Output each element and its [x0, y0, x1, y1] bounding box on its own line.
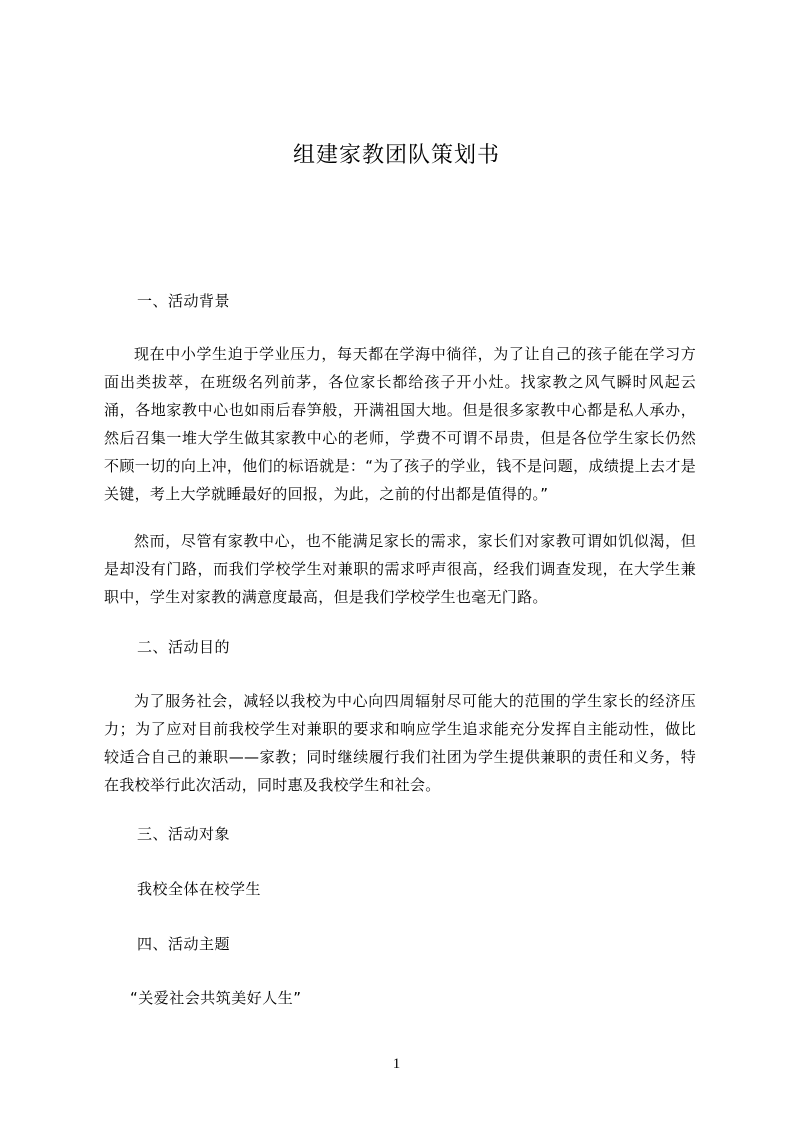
section-heading-background: 一、活动背景 [137, 292, 231, 310]
section-heading-theme: 四、活动主题 [137, 935, 231, 953]
target-text: 我校全体在校学生 [137, 880, 262, 898]
section-heading-purpose: 二、活动目的 [137, 638, 231, 656]
page-number: 1 [392, 1056, 401, 1072]
theme-text: “关爱社会共筑美好人生” [130, 989, 302, 1007]
background-paragraph-2: 然而，尽管有家教中心，也不能满足家长的需求，家长们对家教可谓如饥似渴，但是却没有门路，而我们学校学生对兼职的需求呼声很高，经我们调查发现，在大学生兼职中，学生对家教的满意度最高，但是我们学校学生也毫无门路。 [104, 532, 696, 606]
background-paragraph-1: 现在中小学生迫于学业压力，每天都在学海中徜徉，为了让自己的孩子能在学习方面出类拔萃，在班级名列前茅，各位家长都给孩子开小灶。找家教之风气瞬时风起云涌，各地家教中心也如雨后春笋般，开满祖国大地。但是很多家教中心都是私人承办，然后召集一堆大学生做其家教中心的老师，学费不可谓不昂贵，但是各位学生家长仍然不顾一切的向上冲，他们的标语就是：“为了孩子的学业，钱不是问题，成绩提上去才是关键，考上大学就睡最好的回报，为此，之前的付出都是值得的。” [104, 345, 696, 503]
document-title: 组建家教团队策划书 [292, 143, 500, 168]
purpose-paragraph: 为了服务社会，减轻以我校为中心向四周辐射尽可能大的范围的学生家长的经济压力；为了应对目前我校学生对兼职的要求和响应学生追求能充分发挥自主能动性，做比较适合自己的兼职——家教；同时继续履行我们社团为学生提供兼职的责任和义务，特在我校举行此次活动，同时惠及我校学生和社会。 [104, 692, 696, 794]
section-heading-target: 三、活动对象 [137, 825, 231, 843]
